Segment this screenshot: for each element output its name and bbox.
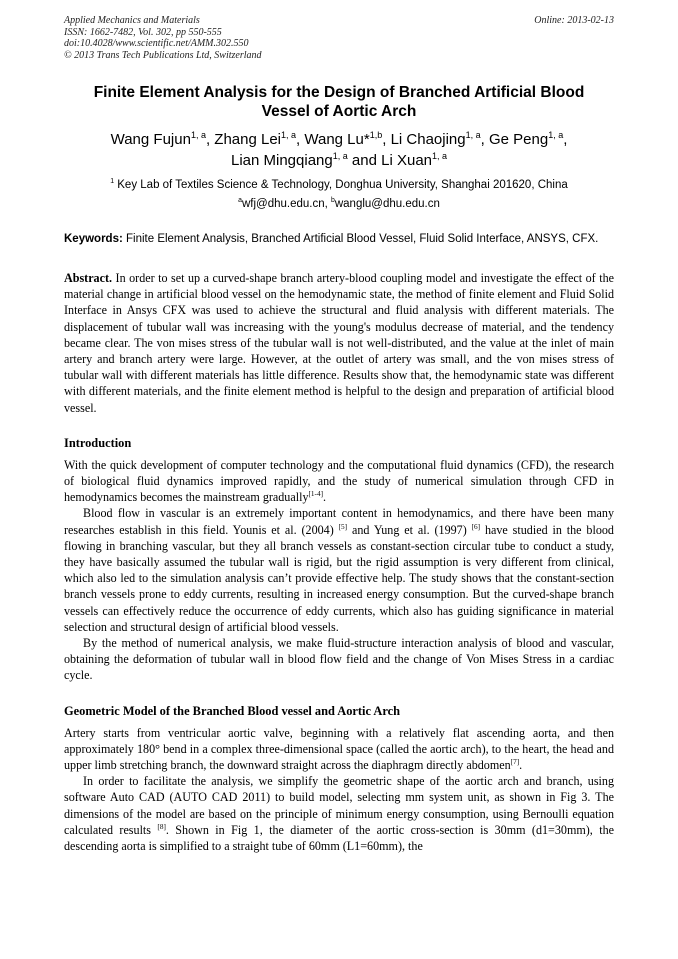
author-affil-mark: 1, a: [332, 151, 348, 161]
author-name: Li Xuan: [381, 152, 432, 169]
affiliation-mark: 1: [110, 178, 115, 186]
author-name: Wang Fujun: [110, 131, 191, 148]
author-sep: and: [347, 152, 382, 169]
intro-paragraph-1: [64, 457, 614, 506]
author-sep: ,: [480, 131, 489, 148]
keywords-label: Keywords:: [64, 233, 123, 245]
author-list: [64, 129, 614, 171]
citation[interactable]: [5]: [338, 522, 348, 531]
geometric-paragraph-1: [64, 725, 614, 774]
email-mark-a: a: [238, 197, 242, 205]
keywords: [64, 232, 614, 247]
author-affil-mark: 1, a: [548, 130, 564, 140]
paragraph-text: With the quick development of computer technology and the computational fluid dynamics (CFD), the research of biological fluid dynamics improved rapidly, and the study of numerical simulation through CFD in hemodynamics becomes the mainstream gradually: [64, 457, 614, 505]
copyright-line: © 2013 Trans Tech Publications Ltd, Switzerland: [64, 49, 262, 61]
paper-page: [64, 15, 614, 854]
intro-paragraph-3: By the method of numerical analysis, we make fluid-structure interaction analysis of blood and vascular, obtaining the deformation of tubular wall in blood flow field and the change of Von Mises Stress in a cardiac cycle.: [64, 636, 614, 683]
affiliation: [64, 177, 614, 193]
keywords-text: Finite Element Analysis, Branched Artificial Blood Vessel, Fluid Solid Interface, ANSYS, CFX.: [126, 233, 599, 245]
email-mark-b: b: [331, 197, 335, 205]
author-affil-mark: 1,b: [369, 130, 383, 140]
issn-line: ISSN: 1662-7482, Vol. 302, pp 550-555: [64, 26, 222, 38]
author-affil-mark: 1, a: [190, 130, 206, 140]
affiliation-text: Key Lab of Textiles Science & Technology, Donghua University, Shanghai 201620, China: [117, 179, 568, 191]
online-date: Online: 2013-02-13: [534, 15, 614, 26]
abstract: [64, 270, 614, 416]
citation[interactable]: [8]: [157, 822, 166, 831]
journal-name: Applied Mechanics and Materials: [64, 15, 200, 26]
publication-info: [64, 15, 262, 61]
doi-line: doi:10.4028/www.scientific.net/AMM.302.550: [64, 38, 249, 49]
geometric-paragraph-2: [64, 773, 614, 854]
paragraph-text: Blood flow in vascular is an extremely important content in hemodynamics, and there have been many researches establish in this field. Younis et al. (2004): [64, 506, 614, 537]
paragraph-text: .: [519, 758, 523, 773]
citation[interactable]: [6]: [471, 522, 481, 531]
email-a-link[interactable]: wfj@dhu.edu.cn: [241, 198, 325, 210]
author-emails: $^a$wfj@dhu.edu.cn, $^b$wanglu@dhu.edu.cn: [238, 197, 440, 210]
author-sep: ,: [205, 131, 215, 148]
section-heading-geometric-model: Geometric Model of the Branched Blood vessel and Aortic Arch: [64, 703, 400, 718]
paragraph-text: have studied in the blood flowing in branching vascular, but they all branch vessels as constant-section circular tube to conduct a study, they have basically assumed the tubular wall is rigid, but the rigid assumption is very different from clinical, which also led to the simulation analysis can’t provide effective help. The study shows that the constant-section branch vessels prone to eddy currents, resulting in increased energy consumption. But the curved-shape branch vessels can effectively reduce the occurrence of eddy currents, which also has guiding significance in material selection and structural design of artificial blood vessels.: [64, 522, 614, 634]
section-heading-introduction: Introduction: [64, 435, 132, 450]
running-header: [64, 15, 614, 63]
abstract-label: Abstract.: [64, 271, 113, 285]
author-affil-mark: 1, a: [465, 130, 481, 140]
citation[interactable]: [1-4]: [308, 490, 323, 499]
abstract-text: In order to set up a curved-shape branch artery-blood coupling model and investigate the effect of the material change in artificial blood vessel on the hemodynamic state, the method of finite element and Fluid Solid Interface in Ansys CFX was used to achieve the structural and fluid analysis with different materials. The displacement of tubular wall was increasing with the young's modulus decrease of material, and the tendency became clear. The von mises stress of the tubular wall is not well-distributed, and the value at the inlet of main artery and branch artery were large. However, at the outlet of artery was small, and the von mises stress of tubular wall with different materials has little difference. Results show that, the hemodynamic state was different with different materials, and the finite element method is helpful to the design and preparation of artificial blood vessel.: [64, 271, 614, 415]
paper-title: Finite Element Analysis for the Design of Branched Artificial Blood Vessel of Aortic Arch: [93, 84, 585, 120]
author-name: Zhang Lei: [214, 131, 282, 148]
author-sep: ,: [382, 131, 391, 148]
author-affil-mark: 1, a: [432, 151, 448, 161]
paragraph-text: and Yung et al. (1997): [347, 522, 472, 537]
intro-paragraph-2: [64, 505, 614, 635]
author-affil-mark: 1, a: [281, 130, 297, 140]
author-sep: ,: [296, 131, 305, 148]
author-name: Li Chaojing: [390, 131, 466, 148]
citation[interactable]: [7]: [510, 758, 520, 767]
author-sep: ,: [563, 131, 568, 148]
email-b-link[interactable]: wanglu@dhu.edu.cn: [334, 198, 440, 210]
author-name: Ge Peng: [488, 131, 549, 148]
paragraph-text: In order to facilitate the analysis, we simplify the geometric shape of the aortic arch and branch, using software Auto CAD (AUTO CAD 2011) to build model, selecting mm system unit, as shown in Fig 3. The dimensions of the model are based on the principle of minimum energy consumption, using Bernoulli equation calculated results: [64, 774, 614, 837]
paragraph-text: Artery starts from ventricular aortic valve, beginning with a relatively flat ascending aorta, and then approximately 180° bend in a complex three-dimensional space (called the aortic arch), to the heart, the head and upper limb stretching branch, the downward straight across the diaphragm directly abdomen: [64, 725, 614, 773]
paragraph-text: .: [323, 490, 327, 505]
author-name: Wang Lu*: [304, 131, 370, 148]
author-name: Lian Mingqiang: [230, 152, 333, 169]
paragraph-text: . Shown in Fig 1, the diameter of the aortic cross-section is 30mm (d1=30mm), the descending aorta is simplified to a straight tube of 60mm (L1=60mm), the: [64, 822, 614, 854]
